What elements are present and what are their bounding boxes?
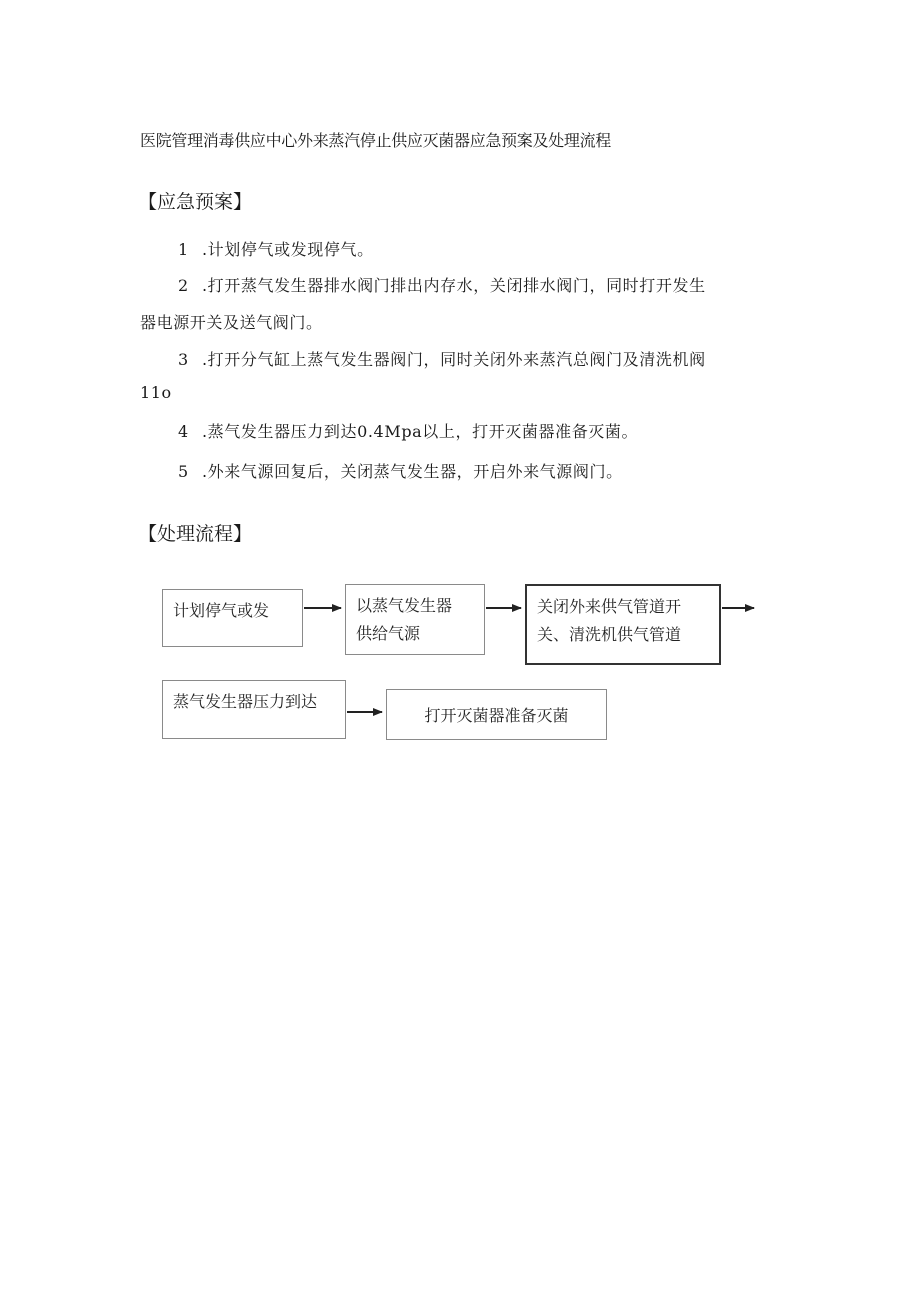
plan-item-text: .打开蒸气发生器排水阀门排出内存水，关闭排水阀门，同时打开发生 (202, 276, 706, 295)
process-heading: 【处理流程】 (138, 523, 253, 545)
flow-step-text: 关闭外来供气管道开 (537, 597, 682, 616)
flow-step-text: 计划停气或发 (173, 601, 270, 620)
plan-item-text: .计划停气或发现停气。 (202, 240, 374, 259)
plan-item-2-continuation: 器电源开关及送气阀门。 (140, 313, 323, 332)
plan-item-text: .打开分气缸上蒸气发生器阀门，同时关闭外来蒸汽总阀门及清洗机阀 (202, 350, 706, 369)
plan-item-number: 3 (178, 350, 189, 369)
plan-item-text: .外来气源回复后，关闭蒸气发生器，开启外来气源阀门。 (202, 462, 623, 481)
flow-step-text: 以蒸气发生器 (356, 596, 453, 615)
flow-step-text: 蒸气发生器压力到达 (173, 692, 318, 711)
plan-item-text: .蒸气发生器压力到达0.4Mpa以上，打开灭菌器准备灭菌。 (202, 422, 639, 441)
flow-step-text: 关、清洗机供气管道 (537, 625, 682, 644)
flow-step-text: 打开灭菌器准备灭菌 (424, 706, 569, 725)
plan-item-number: 5 (178, 462, 189, 481)
flow-step-text: 供给气源 (356, 624, 421, 643)
plan-heading: 【应急预案】 (138, 191, 253, 213)
plan-item-number: 4 (178, 422, 189, 441)
document-title: 医院管理消毒供应中心外来蒸汽停止供应灭菌器应急预案及处理流程 (140, 131, 612, 150)
plan-item-number: 2 (178, 276, 189, 295)
plan-item-number: 1 (178, 240, 189, 259)
plan-item-3-continuation: 11o (140, 383, 172, 402)
